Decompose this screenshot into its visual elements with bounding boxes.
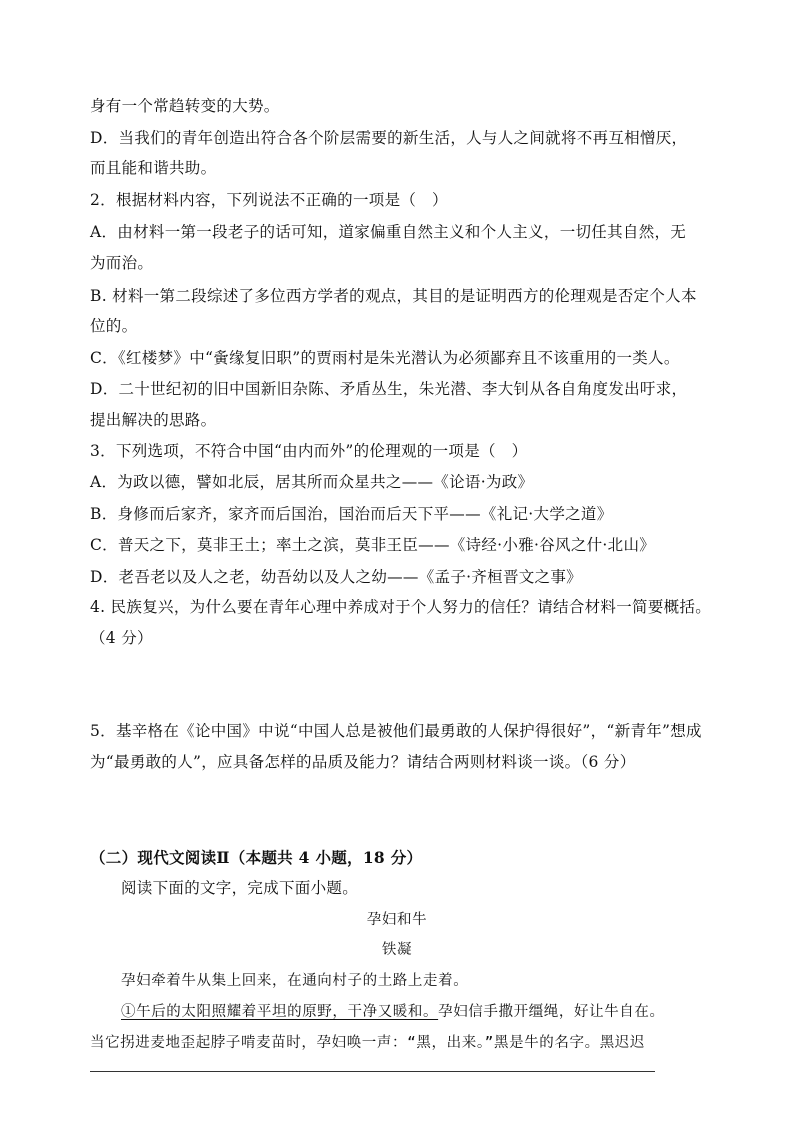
page-bottom-rule bbox=[90, 1071, 655, 1072]
q3-option-b: B．身修而后家齐，家齐而后国治，国治而后天下平——《礼记·大学之道》 bbox=[90, 505, 613, 523]
q2-option-d-line1: D．二十世纪初的旧中国新旧杂陈、矛盾丛生，朱光潜、李大钊从各自角度发出吁求， bbox=[90, 380, 688, 398]
q2-option-a-line2: 为而治。 bbox=[90, 254, 154, 272]
q1-option-d-line1: D．当我们的青年创造出符合各个阶层需要的新生活，人与人之间就将不再互相憎厌， bbox=[90, 129, 688, 147]
reading-instruction: 阅读下面的文字，完成下面小题。 bbox=[121, 879, 359, 897]
material1-continuation: 身有一个常趋转变的大势。 bbox=[90, 97, 280, 115]
q1-option-d-line2: 而且能和谐共助。 bbox=[90, 159, 217, 177]
q3-stem: 3．下列选项，不符合中国“由内而外”的伦理观的一项是（ ） bbox=[90, 442, 528, 460]
section2-heading: （二）现代文阅读Ⅱ（本题共 4 小题，18 分） bbox=[90, 848, 423, 867]
q2-option-b-line2: 位的。 bbox=[90, 317, 138, 335]
q2-option-d-line2: 提出解决的思路。 bbox=[90, 411, 217, 429]
underlined-sentence-1: ①午后的太阳照耀着平坦的原野，干净又暖和。 bbox=[121, 1004, 439, 1020]
q4-line2: （4 分） bbox=[90, 629, 153, 647]
q2-stem: 2．根据材料内容，下列说法不正确的一项是（ ） bbox=[90, 191, 448, 209]
q4-line1: 4. 民族复兴，为什么要在青年心理中养成对于个人努力的信任？请结合材料一简要概括。 bbox=[90, 598, 712, 616]
story-author: 铁凝 bbox=[381, 942, 413, 958]
q3-option-a: A．为政以德，譬如北辰，居其所而众星共之——《论语·为政》 bbox=[90, 473, 534, 491]
q3-option-c: C．普天之下，莫非王土；率土之滨，莫非王臣——《诗经·小雅·谷风之什·北山》 bbox=[90, 536, 656, 554]
story-title: 孕妇和牛 bbox=[366, 912, 428, 928]
q2-option-b-line1: B. 材料一第二段综述了多位西方学者的观点，其目的是证明西方的伦理观是否定个人本 bbox=[90, 287, 697, 305]
q2-option-c: C．《红楼梦》中“夤缘复旧职”的贾雨村是朱光潜认为必须鄙弃且不该重用的一类人。 bbox=[90, 349, 680, 367]
q2-option-a-line1: A．由材料一第一段老子的话可知，道家偏重自然主义和个人主义，一切任其自然，无 bbox=[90, 223, 687, 241]
story-paragraph-2-continued: 当它拐进麦地歪起脖子啃麦苗时，孕妇唤一声：“黑，出来。”黑是牛的名字。黑迟迟 bbox=[90, 1035, 646, 1051]
story-paragraph-2-rest: 孕妇信手撒开缰绳，好让牛自在。 bbox=[438, 1004, 665, 1020]
q3-option-d: D．老吾老以及人之老，幼吾幼以及人之幼——《孟子·齐桓晋文之事》 bbox=[90, 568, 582, 586]
story-paragraph-1: 孕妇牵着牛从集上回来，在通向村子的土路上走着。 bbox=[121, 973, 469, 989]
q5-line1: 5．基辛格在《论中国》中说“中国人总是被他们最勇敢的人保护得很好”，“新青年”想成 bbox=[90, 722, 702, 740]
q5-line2: 为“最勇敢的人”，应具备怎样的品质及能力？请结合两则材料谈一谈。（6 分） bbox=[90, 753, 636, 771]
story-paragraph-2 bbox=[121, 1002, 665, 1022]
